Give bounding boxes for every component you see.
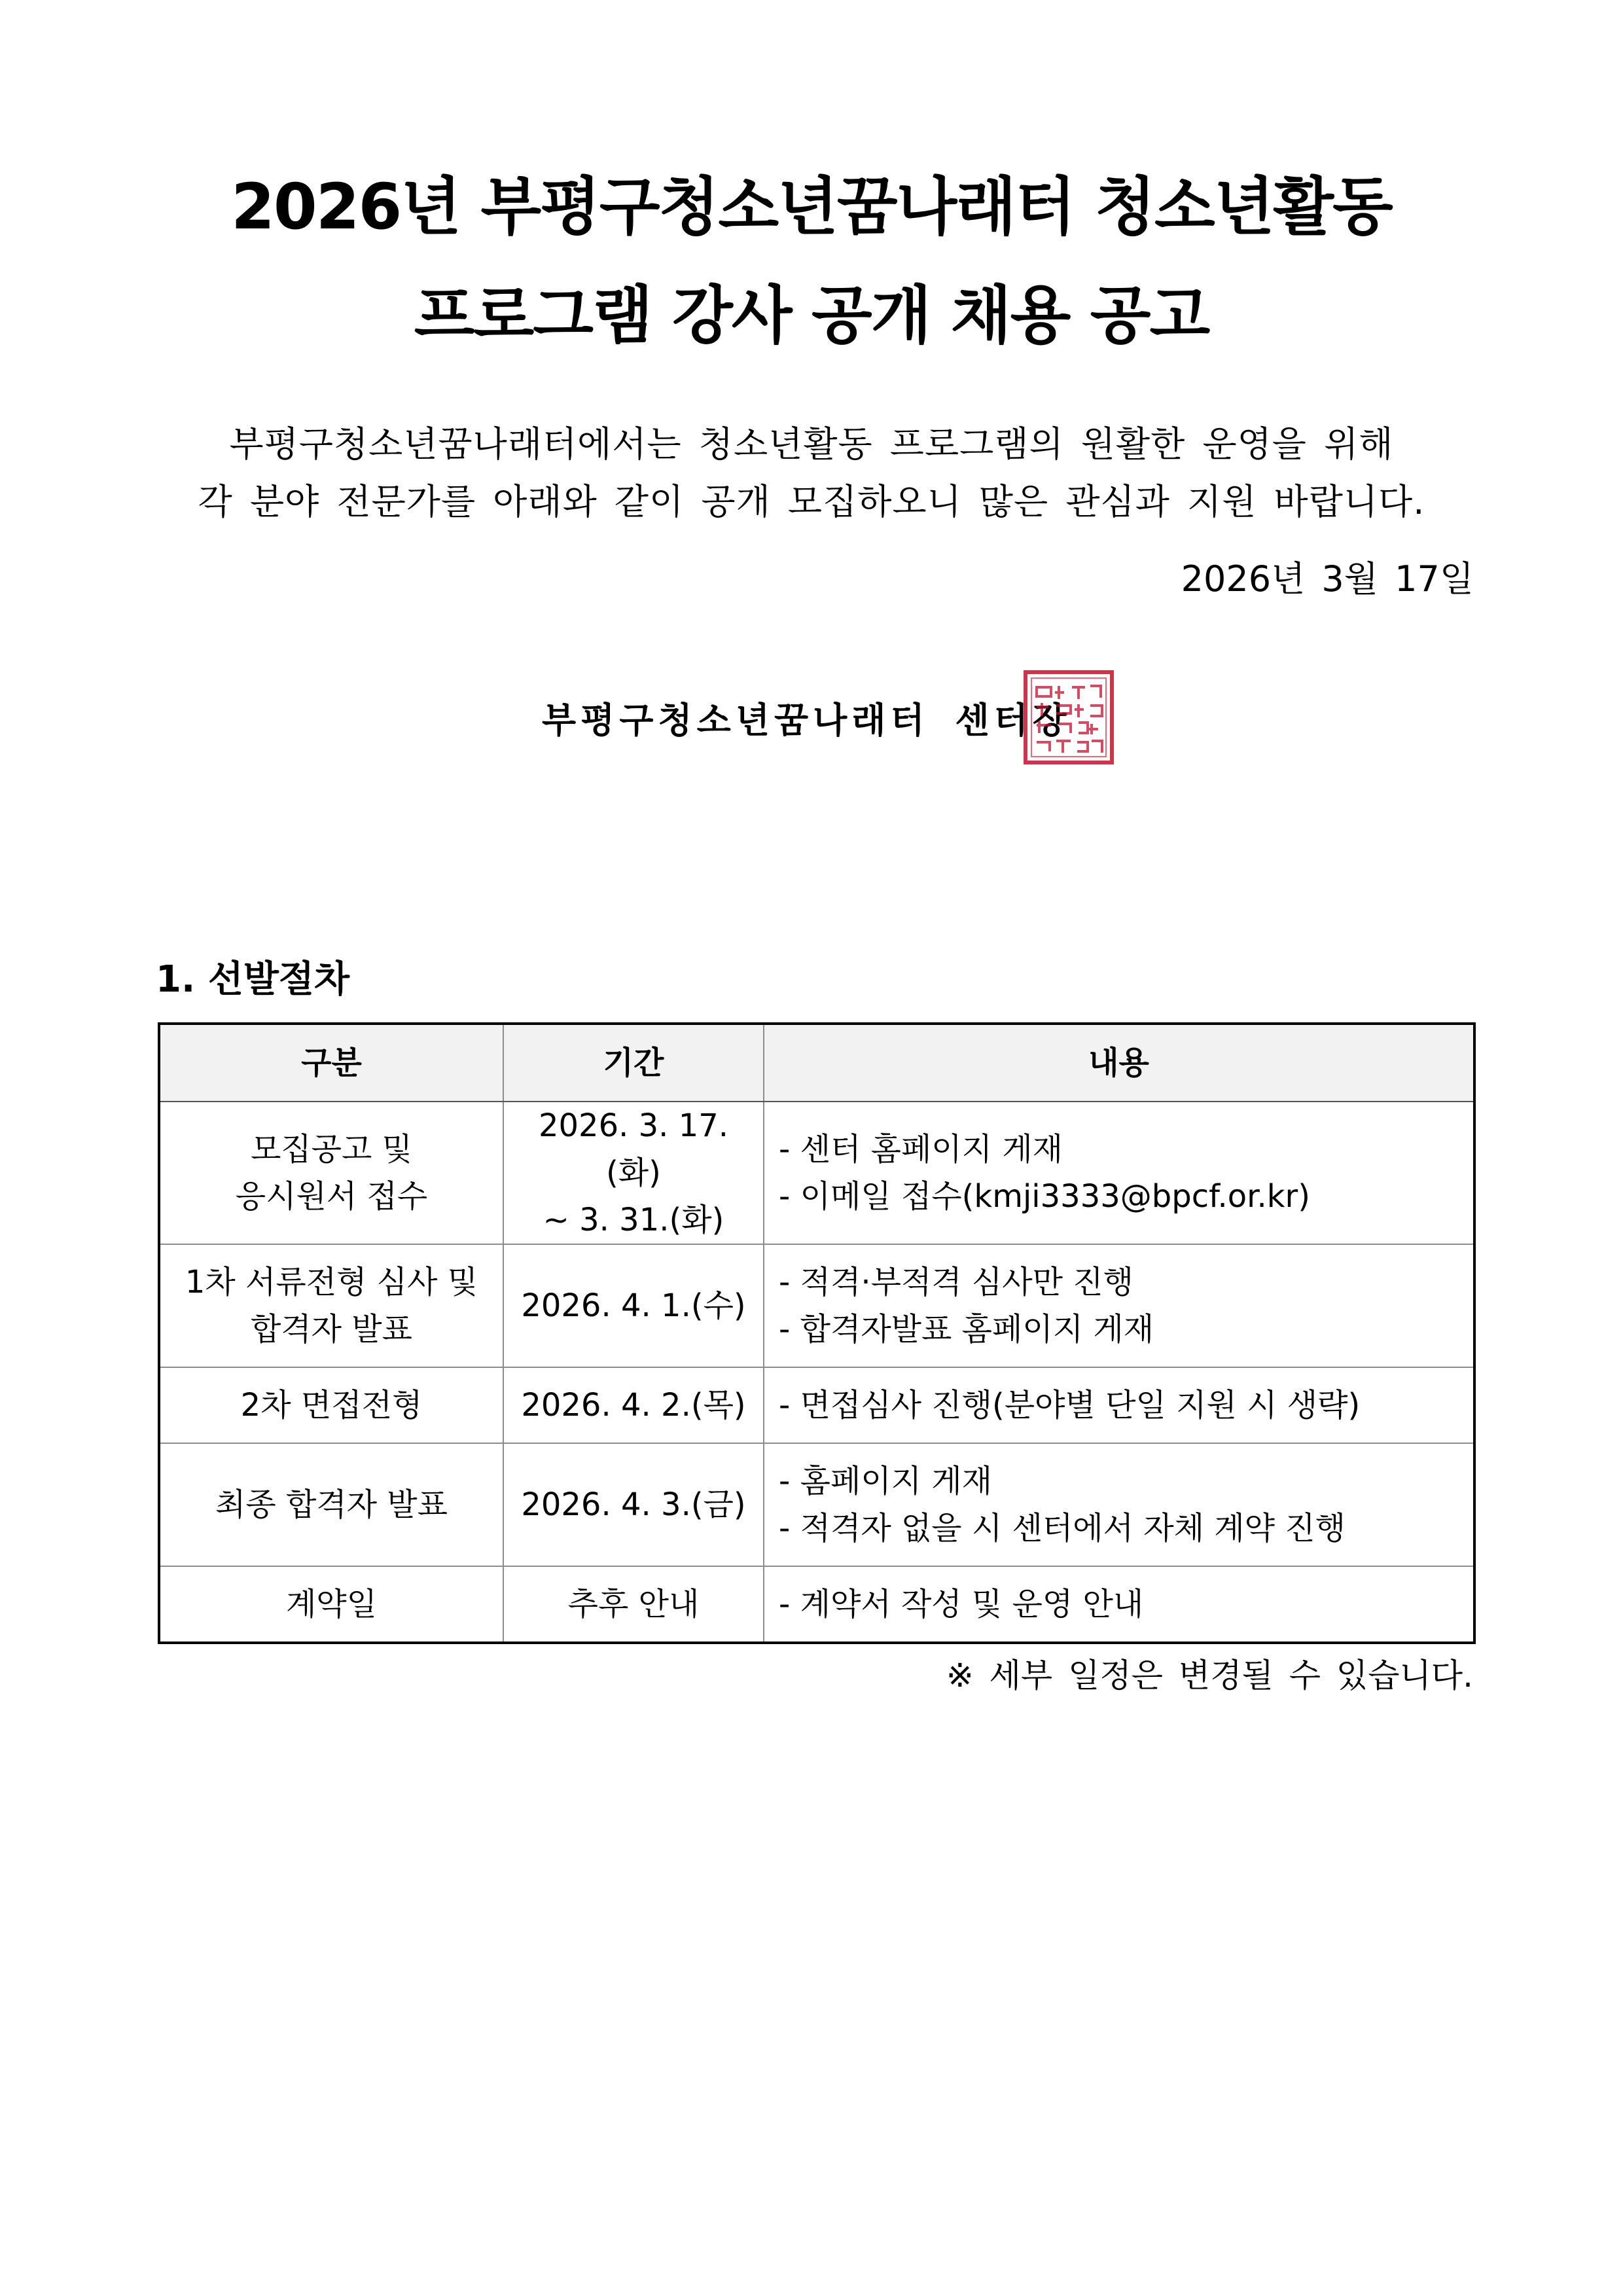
content-line: - 센터 홈페이지 게재 — [779, 1131, 1063, 1168]
period-line: 2026. 4. 2.(목) — [521, 1387, 746, 1424]
content-cell — [764, 1443, 1474, 1566]
content-cell — [764, 1566, 1474, 1643]
stage-line: 최종 합격자 발표 — [215, 1486, 448, 1523]
stage-cell — [159, 1102, 503, 1244]
table-row — [159, 1367, 1474, 1443]
period-line: 2026. 3. 17.(화) — [538, 1107, 729, 1191]
table-row — [159, 1566, 1474, 1643]
content-cell — [764, 1244, 1474, 1367]
official-seal-icon — [1022, 669, 1115, 766]
intro-line-2: 각 분야 전문가를 아래와 같이 공개 모집하오니 많은 관심과 지원 바랍니다. — [198, 481, 1425, 522]
notice-title-line-2: 프로그램 강사 공개 채용 공고 — [414, 279, 1209, 352]
table-row — [159, 1443, 1474, 1566]
header-period: 기간 — [503, 1024, 764, 1102]
stage-line: 응시원서 접수 — [235, 1178, 428, 1215]
period-cell — [503, 1367, 764, 1443]
notice-title-line-1: 2026년 부평구청소년꿈나래터 청소년활동 — [231, 170, 1392, 243]
content-cell — [764, 1367, 1474, 1443]
intro-line-1: 부평구청소년꿈나래터에서는 청소년활동 프로그램의 원활한 운영을 위해 — [229, 423, 1394, 465]
notice-date: 2026년 3월 17일 — [1181, 558, 1474, 600]
period-cell — [503, 1443, 764, 1566]
stage-line: 2차 면접전형 — [240, 1387, 423, 1424]
period-cell — [503, 1566, 764, 1643]
schedule-change-note: ※ 세부 일정은 변경될 수 있습니다. — [946, 1657, 1473, 1695]
signatory: 부평구청소년꿈나래터 센터장 — [542, 700, 1071, 741]
period-cell — [503, 1244, 764, 1367]
content-line: - 적격·부적격 심사만 진행 — [779, 1264, 1134, 1300]
table-row — [159, 1102, 1474, 1244]
period-line: 2026. 4. 1.(수) — [521, 1287, 746, 1324]
content-line: - 이메일 접수(kmji3333@bpcf.or.kr) — [779, 1178, 1310, 1215]
stage-line: 합격자 발표 — [250, 1311, 413, 1348]
content-line: - 면접심사 진행(분야별 단일 지원 시 생략) — [779, 1387, 1361, 1424]
stage-cell — [159, 1244, 503, 1367]
stage-cell — [159, 1443, 503, 1566]
period-line: ~ 3. 31.(화) — [543, 1202, 724, 1238]
section-title-selection-procedure: 1. 선발절차 — [156, 958, 350, 1001]
content-cell — [764, 1102, 1474, 1244]
content-line: - 계약서 작성 및 운영 안내 — [779, 1586, 1144, 1623]
period-line: 2026. 4. 3.(금) — [521, 1486, 746, 1523]
period-line: 추후 안내 — [567, 1586, 700, 1623]
content-line: - 합격자발표 홈페이지 게재 — [779, 1311, 1154, 1348]
content-line: - 적격자 없을 시 센터에서 자체 계약 진행 — [779, 1510, 1346, 1547]
header-category: 구분 — [159, 1024, 503, 1102]
table-header-row — [159, 1024, 1474, 1102]
selection-schedule-table — [158, 1022, 1476, 1644]
stage-line: 계약일 — [285, 1586, 378, 1623]
stage-line: 모집공고 및 — [250, 1131, 413, 1168]
content-line: - 홈페이지 게재 — [779, 1463, 993, 1499]
stage-line: 1차 서류전형 심사 및 — [185, 1264, 478, 1300]
header-content: 내용 — [764, 1024, 1474, 1102]
period-cell — [503, 1102, 764, 1244]
table-row — [159, 1244, 1474, 1367]
stage-cell — [159, 1367, 503, 1443]
stage-cell — [159, 1566, 503, 1643]
